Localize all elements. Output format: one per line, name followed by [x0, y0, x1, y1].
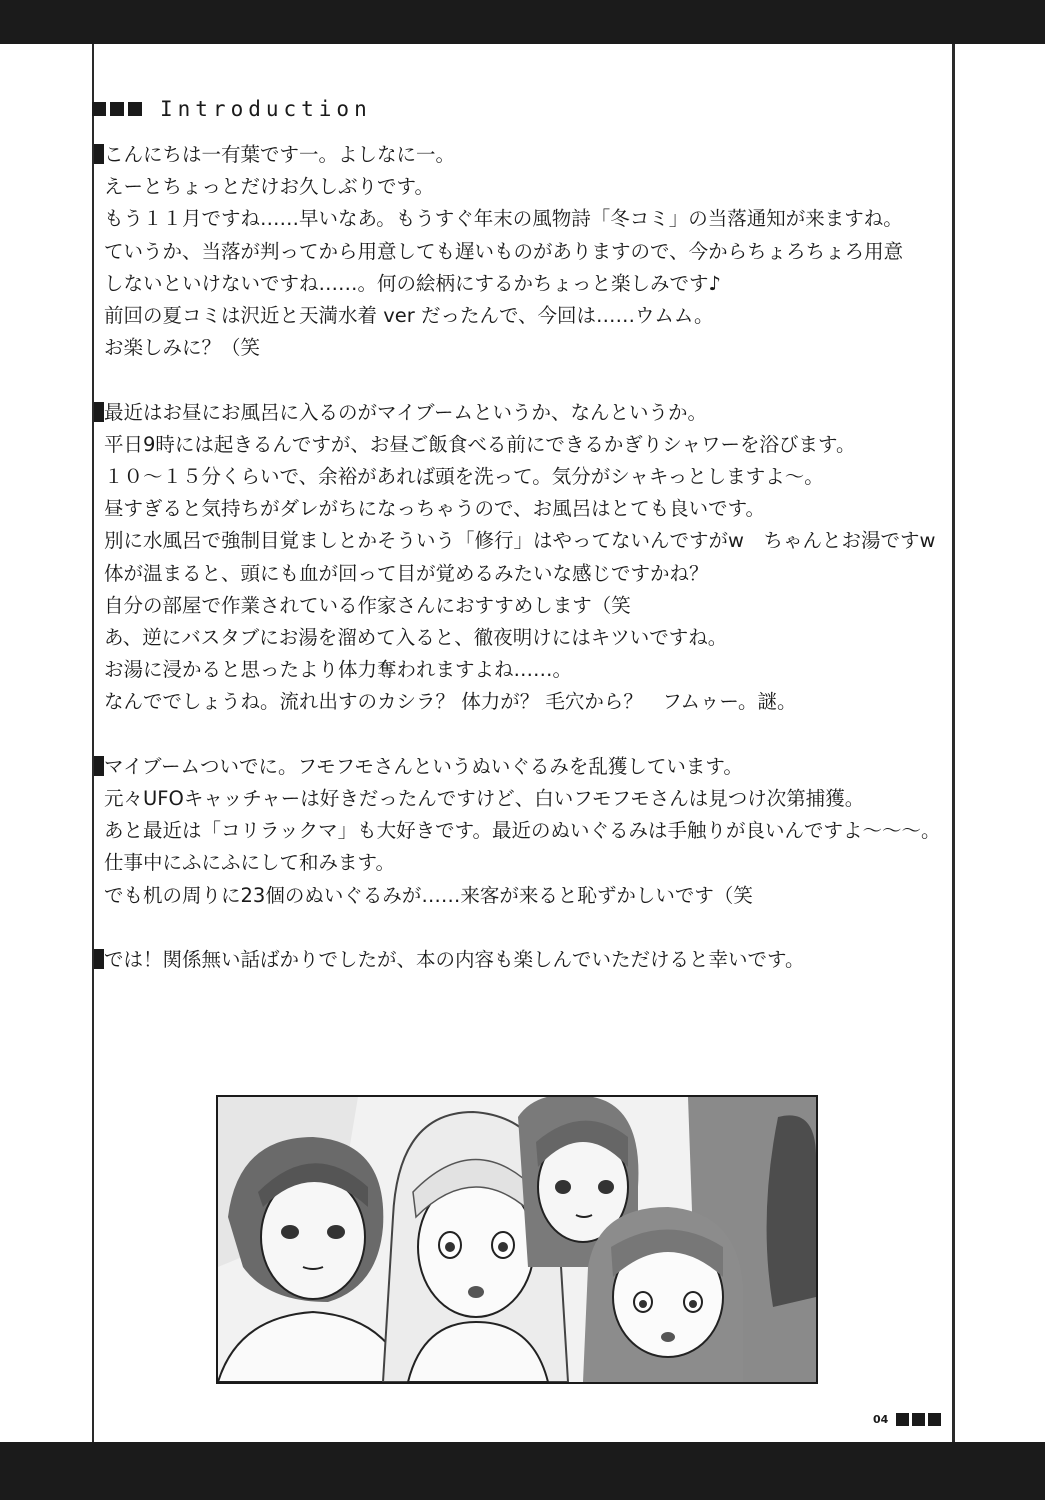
paragraph-line: 自分の部屋で作業されている作家さんにおすすめします（笑 [104, 593, 631, 617]
paragraph-line: なんででしょうね。流れ出すのカシラ？ 体力が？ 毛穴から？ フムゥー。謎。 [104, 690, 797, 714]
paragraph-line [94, 944, 950, 976]
paragraph-line: 体が温まると、頭にも血が回って目が覚めるみたいな感じですかね？ [104, 561, 709, 585]
paragraph-line: 仕事中にふにふにして和みます。 [104, 851, 395, 875]
paragraph-line [94, 751, 950, 783]
paragraph [94, 139, 950, 364]
paragraph-line: お湯に浸かると思ったより体力奪われますよね……。 [104, 658, 573, 682]
section-heading [92, 92, 372, 126]
paragraph-line: しないといけないですね……。何の絵柄にするかちょっと楽しみです♪ [104, 271, 721, 295]
paragraph [94, 944, 950, 976]
line-text: 最近はお昼にお風呂に入るのがマイブームというか、なんというか。 [104, 400, 707, 424]
page-square-icon [912, 1413, 925, 1426]
heading-square-icon [128, 102, 142, 116]
paragraph [94, 397, 950, 719]
page-number-mark [873, 1413, 944, 1426]
bullet-square-icon [94, 402, 104, 422]
paragraph-line: 平日9時には起きるんですが、お昼ご飯食べる前にできるかぎりシャワーを浴びます。 [104, 432, 856, 456]
page-number: 04 [873, 1413, 889, 1426]
paragraph-line: 元々UFOキャッチャーは好きだったんですけど、白いフモフモさんは見つけ次第捕獲。 [104, 787, 865, 811]
heading-square-icon [110, 102, 124, 116]
bullet-square-icon [94, 949, 104, 969]
heading-title: Introduction [160, 97, 372, 121]
paragraph-line [94, 139, 950, 171]
paragraph-line: １０～１５分くらいで、余裕があれば頭を洗って。気分がシャキっとしますよ～。 [104, 465, 824, 489]
paragraph-line: あ、逆にバスタブにお湯を溜めて入ると、徹夜明けにはキツいですね。 [104, 626, 728, 650]
introduction-body [94, 139, 950, 1008]
paragraph-line: あと最近は「コリラックマ」も大好きです。最近のぬいぐるみは手触りが良いんですよ～～～。 [104, 819, 941, 843]
page-square-icon [928, 1413, 941, 1426]
bullet-square-icon [94, 144, 104, 164]
paragraph-line: えーとちょっとだけお久しぶりです。 [104, 175, 434, 199]
heading-square-icon [92, 102, 106, 116]
page-square-icon [896, 1413, 909, 1426]
paragraph-line [94, 397, 950, 429]
line-text: こんにちは一有葉です一。よしなに一。 [104, 143, 456, 166]
paragraph-line: 前回の夏コミは沢近と天満水着 ver だったんで、今回は……ウムム。 [104, 304, 714, 328]
paragraph-line: ていうか、当落が判ってから用意しても遅いものがありますので、今からちょろちょろ用意 [104, 239, 904, 263]
bottom-scan-band [0, 1442, 1045, 1500]
line-text: では！関係無い話ばかりでしたが、本の内容も楽しんでいただけると幸いです。 [104, 948, 805, 972]
top-scan-band [0, 0, 1045, 44]
manga-illustration-panel [216, 1095, 818, 1384]
bullet-square-icon [94, 756, 104, 776]
paragraph [94, 751, 950, 912]
characters-sketch-image [218, 1097, 816, 1382]
paragraph-line: でも机の周りに23個のぬいぐるみが……来客が来ると恥ずかしいです（笑 [104, 883, 753, 907]
paragraph-line: 昼すぎると気持ちがダレがちになっちゃうので、お風呂はとても良いです。 [104, 497, 766, 521]
paragraph-line: 別に水風呂で強制目覚ましとかそういう「修行」はやってないんですがw ちゃんとお湯ですw [104, 529, 936, 553]
paragraph-line: お楽しみに？（笑 [104, 336, 261, 360]
paragraph-line: もう１１月ですね……早いなあ。もうすぐ年末の風物詩「冬コミ」の当落通知が来ますね。 [104, 207, 903, 231]
right-frame-line [952, 44, 955, 1442]
line-text: マイブームついでに。フモフモさんというぬいぐるみを乱獲しています。 [104, 754, 743, 778]
